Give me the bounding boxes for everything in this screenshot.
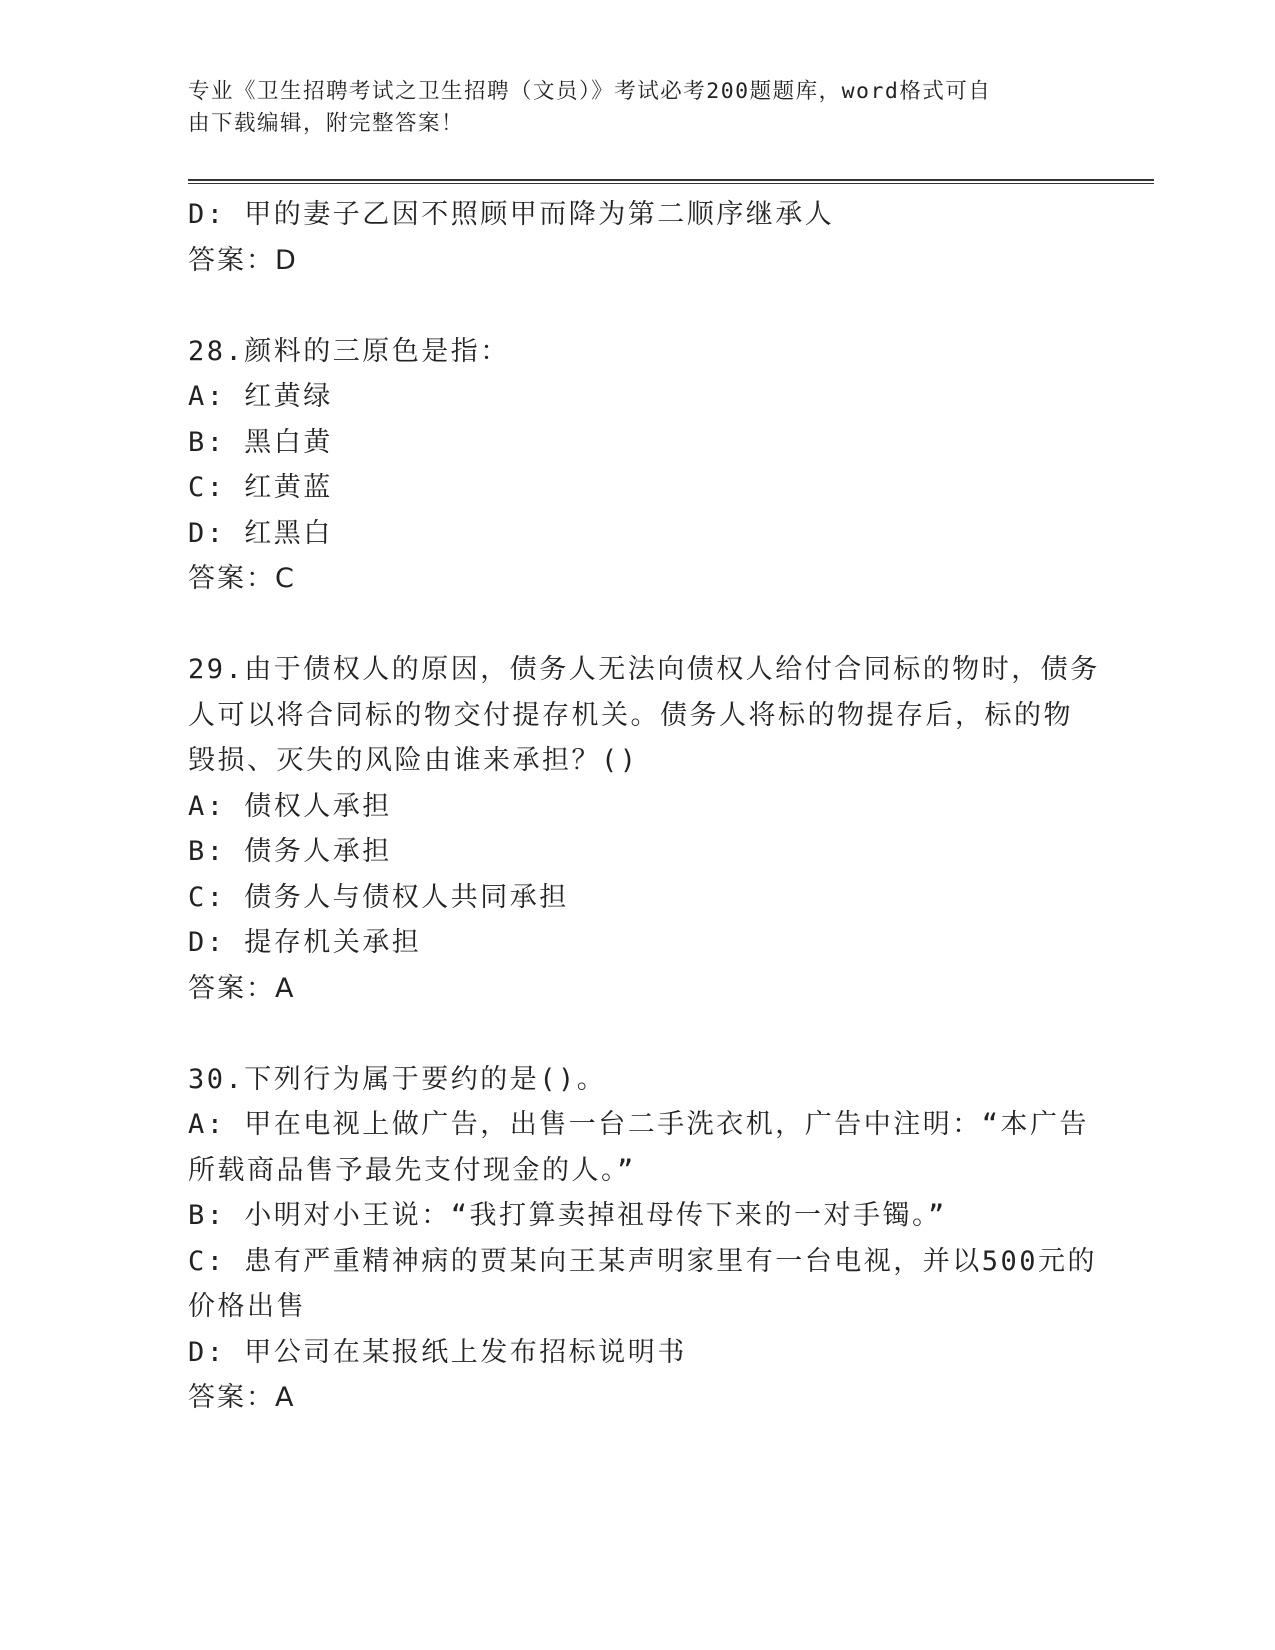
option-a: A: 红黄绿 [188, 381, 333, 412]
header-line-1: 专业《卫生招聘考试之卫生招聘（文员）》考试必考200题题库，word格式可自 [188, 79, 992, 104]
question-28 [188, 329, 1088, 602]
answer-label: 答案：A [188, 972, 296, 1004]
document-header [188, 76, 1068, 140]
question-content [188, 192, 1100, 1421]
answer-label: 答案：C [188, 563, 296, 594]
option-c-line-2: 价格出售 [188, 1291, 306, 1322]
option-b: B: 黑白黄 [188, 426, 333, 458]
spacer [188, 602, 1088, 648]
question-stem-line-1: 29.由于债权人的原因，债务人无法向债权人给付合同标的物时，债务 [188, 654, 1100, 685]
header-divider-thin [188, 183, 1154, 184]
option-b: B: 债务人承担 [188, 836, 392, 867]
option-c-line-1: C: 患有严重精神病的贾某向王某声明家里有一台电视，并以500元的 [188, 1245, 1098, 1277]
option-d: D: 甲公司在某报纸上发布招标说明书 [188, 1336, 687, 1368]
option-b: B: 小明对小王说：“我打算卖掉祖母传下来的一对手镯。” [188, 1200, 947, 1231]
question-27-tail [188, 192, 1088, 283]
option-c: C: 债务人与债权人共同承担 [188, 881, 569, 913]
question-stem: 28.颜料的三原色是指： [188, 335, 510, 367]
question-stem: 30.下列行为属于要约的是()。 [188, 1063, 607, 1095]
question-29 [188, 647, 1100, 1011]
question-stem-line-2: 人可以将合同标的物交付提存机关。债务人将标的物提存后，标的物 [188, 699, 1073, 731]
option-a-line-2: 所载商品售予最先支付现金的人。” [188, 1154, 636, 1186]
answer-label: 答案：A [188, 1382, 296, 1413]
spacer [188, 1011, 1088, 1057]
header-line-2: 由下载编辑，附完整答案！ [188, 111, 465, 136]
option-d: D: 甲的妻子乙因不照顾甲而降为第二顺序继承人 [188, 199, 835, 230]
option-a-line-1: A: 甲在电视上做广告，出售一台二手洗衣机，广告中注明：“本广告 [188, 1109, 1090, 1140]
answer-label: 答案：D [188, 244, 298, 276]
spacer [188, 283, 1088, 329]
question-stem-line-3: 毁损、灭失的风险由谁来承担？() [188, 745, 639, 776]
question-30 [188, 1057, 1098, 1421]
option-d: D: 红黑白 [188, 517, 333, 549]
option-a: A: 债权人承担 [188, 790, 392, 822]
option-c: C: 红黄蓝 [188, 472, 333, 503]
option-d: D: 提存机关承担 [188, 927, 422, 958]
header-divider-thick [188, 179, 1154, 181]
